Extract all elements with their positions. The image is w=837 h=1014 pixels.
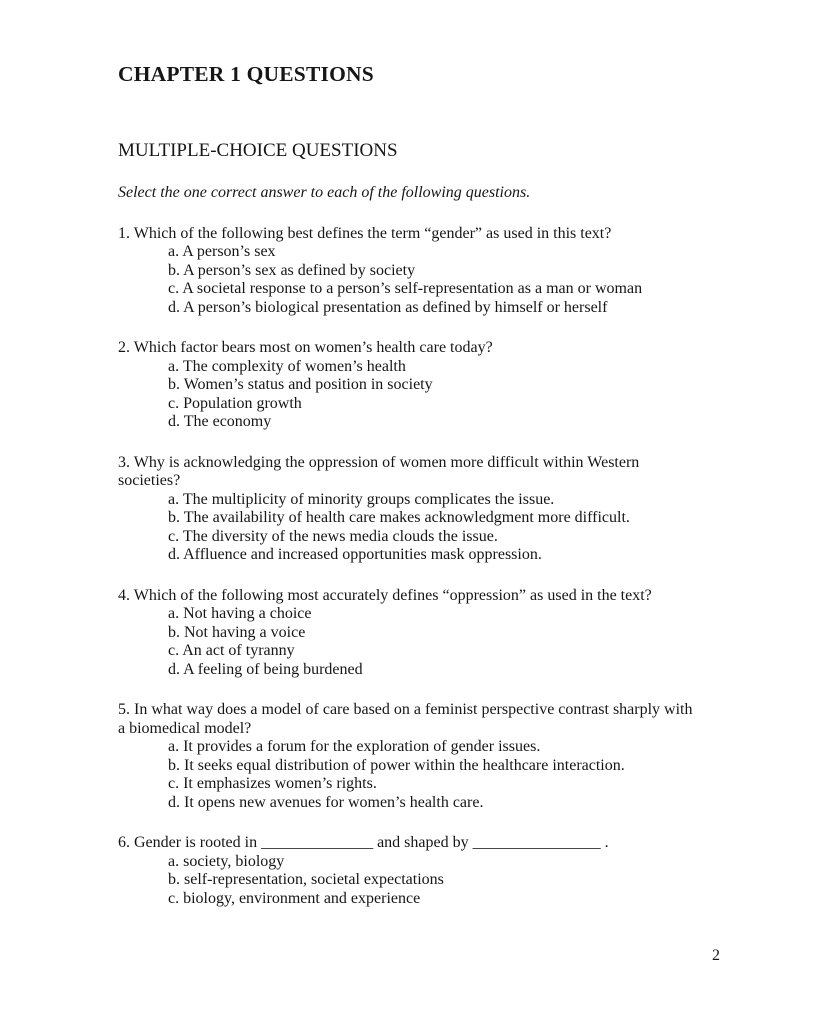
- question-3-option: c. The diversity of the news media clouds the issue.: [168, 527, 498, 545]
- chapter-title: CHAPTER 1 QUESTIONS: [118, 62, 374, 86]
- question-1-text: 1. Which of the following best defines the term “gender” as used in this text?: [118, 224, 612, 242]
- section-heading: MULTIPLE-CHOICE QUESTIONS: [118, 140, 398, 161]
- question-3: [118, 454, 725, 565]
- instructions-text: Select the one correct answer to each of the following questions.: [118, 184, 531, 201]
- question-3-text: societies?: [118, 472, 181, 489]
- question-6: [118, 834, 725, 908]
- question-4-option: d. A feeling of being burdened: [168, 660, 363, 678]
- question-2-text: 2. Which factor bears most on women’s health care today?: [118, 339, 493, 356]
- question-1: [118, 225, 725, 318]
- question-5-text: 5. In what way does a model of care based on a feminist perspective contrast sharply with: [118, 701, 693, 718]
- question-5-option: d. It opens new avenues for women’s health care.: [168, 793, 484, 811]
- question-2-option: c. Population growth: [168, 394, 302, 412]
- question-1-option: a. A person’s sex: [168, 243, 276, 260]
- question-5: [118, 701, 725, 812]
- page-number: 2: [712, 947, 720, 964]
- question-6-option: a. society, biology: [168, 852, 285, 870]
- question-2: [118, 339, 725, 432]
- question-2-option: b. Women’s status and position in society: [168, 376, 433, 393]
- question-5-option: c. It emphasizes women’s rights.: [168, 775, 377, 792]
- question-4-option: c. An act of tyranny: [168, 642, 295, 659]
- question-4-option: b. Not having a voice: [168, 623, 306, 641]
- questions: [118, 225, 725, 909]
- question-1-option: b. A person’s sex as defined by society: [168, 261, 416, 279]
- question-3-option: d. Affluence and increased opportunities mask oppression.: [168, 546, 542, 563]
- question-5-text: a biomedical model?: [118, 719, 252, 737]
- question-1-option: d. A person’s biological presentation as defined by himself or herself: [168, 298, 608, 316]
- question-4-option: a. Not having a choice: [168, 605, 312, 622]
- question-6-option: b. self-representation, societal expectations: [168, 871, 444, 888]
- question-3-text: 3. Why is acknowledging the oppression of women more difficult within Western: [118, 453, 640, 471]
- question-5-option: a. It provides a forum for the exploration of gender issues.: [168, 738, 541, 755]
- question-2-option: d. The economy: [168, 413, 272, 430]
- question-3-option: a. The multiplicity of minority groups complicates the issue.: [168, 490, 555, 508]
- question-4-text: 4. Which of the following most accurately defines “oppression” as used in the text?: [118, 586, 652, 604]
- question-5-option: b. It seeks equal distribution of power within the healthcare interaction.: [168, 756, 625, 774]
- question-3-option: b. The availability of health care makes acknowledgment more difficult.: [168, 509, 630, 526]
- question-1-option: c. A societal response to a person’s self-representation as a man or woman: [168, 280, 643, 297]
- question-6-text: 6. Gender is rooted in ______________ and shaped by ________________ .: [118, 834, 609, 851]
- question-6-option: c. biology, environment and experience: [168, 889, 421, 907]
- question-2-option: a. The complexity of women’s health: [168, 357, 406, 375]
- question-4: [118, 587, 725, 680]
